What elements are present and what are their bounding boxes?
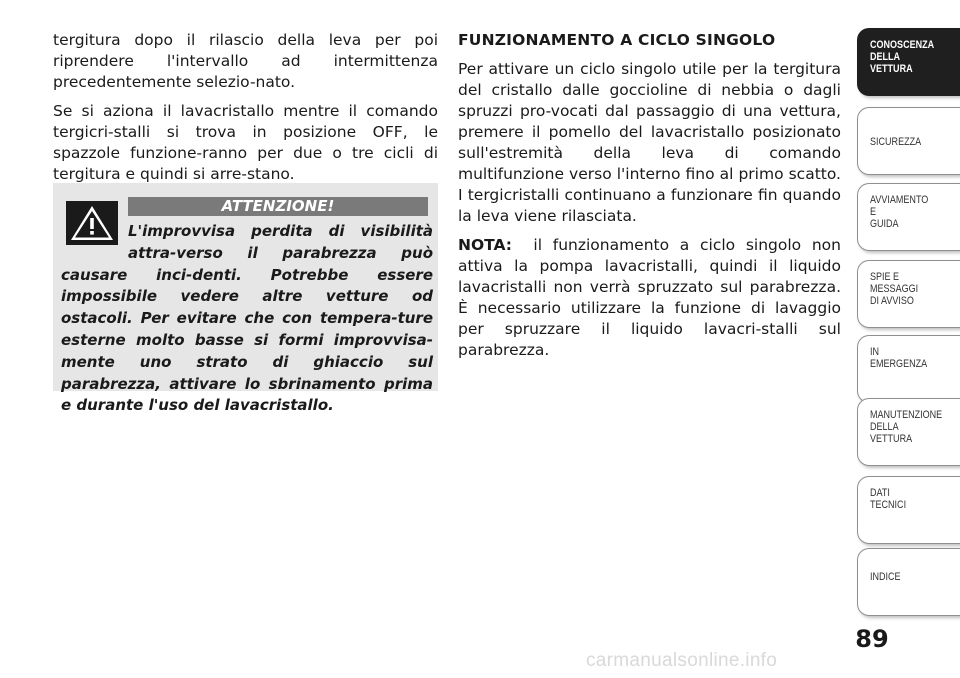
nota-label: NOTA:: [458, 236, 513, 254]
tab-avviamento-e-guida[interactable]: [857, 183, 960, 251]
tab-indice[interactable]: [857, 548, 960, 616]
tab-label: SICUREZZA: [870, 136, 922, 148]
page-number: 89: [855, 625, 889, 653]
tab-label: SPIE E MESSAGGI DI AVVISO: [870, 271, 919, 307]
tab-label: INDICE: [870, 571, 901, 583]
section-heading: FUNZIONAMENTO A CICLO SINGOLO: [458, 31, 776, 49]
tab-spie-e-messaggi[interactable]: [857, 260, 960, 328]
warning-text: L'improvvisa perdita di visibilità attra-verso il parabrezza può causare inci-denti. Potrebbe essere impossibile vedere altre vetture od ostacoli. Per evitare che con tempera-ture esterne molto basse si formi improvvisa-mente uno strato di ghiaccio sul parabrezza, attivare lo sbrinamento prima e durante l'uso del lavacristallo.: [61, 222, 433, 415]
nota-paragraph: [458, 235, 841, 361]
tab-label: IN EMERGENZA: [870, 346, 928, 370]
left-paragraph-1: tergitura dopo il rilascio della leva per poi riprendere l'intervallo ad intermittenza precedentemente selezio-nato.: [53, 31, 438, 91]
watermark-text: carmanualsonline.info: [586, 650, 778, 671]
chapter-sidebar: [857, 0, 960, 678]
tab-conoscenza-della-vettura[interactable]: [857, 28, 960, 96]
tab-label: MANUTENZIONE DELLA VETTURA: [870, 409, 943, 445]
tab-label: CONOSCENZA DELLA VETTURA: [870, 39, 935, 75]
warning-title: ATTENZIONE!: [128, 197, 428, 216]
warning-box: [53, 183, 438, 415]
tab-label: AVVIAMENTO E GUIDA: [870, 194, 929, 230]
tab-dati-tecnici[interactable]: [857, 476, 960, 544]
nota-text: il funzionamento a ciclo singolo non attiva la pompa lavacristalli, quindi il liquido lavacristalli non verrà spruzzato sul parabrezza. È necessario utilizzare la funzione di lavaggio per spruzzare il liquido lavacri-stalli sul parabrezza.: [458, 236, 841, 359]
icon-spacer: [61, 221, 128, 263]
tab-sicurezza[interactable]: [857, 107, 960, 175]
tab-manutenzione[interactable]: [857, 398, 960, 466]
right-paragraph-1: Per attivare un ciclo singolo utile per la tergitura del cristallo dalle goccioline di nebbia o dagli spruzzi pro-vocati dal passaggio di una vettura, premere il pomello del lavacristallo posizionato sull'estremità della leva di comando multifunzione verso l'interno fino al primo scatto. I tergicristalli continuano a funzionare fin quando la leva viene rilasciata.: [458, 60, 841, 225]
tab-in-emergenza[interactable]: [857, 335, 960, 403]
left-paragraph-2: Se si aziona il lavacristallo mentre il comando tergicri-stalli si trova in posizione OFF, le spazzole funzione-ranno per due o tre cicli di tergitura e quindi si arre-stano.: [53, 102, 438, 183]
left-text-column: [53, 30, 438, 193]
tab-label: DATI TECNICI: [870, 487, 907, 511]
right-text-column: [458, 30, 841, 369]
warning-text-block: [61, 221, 433, 417]
